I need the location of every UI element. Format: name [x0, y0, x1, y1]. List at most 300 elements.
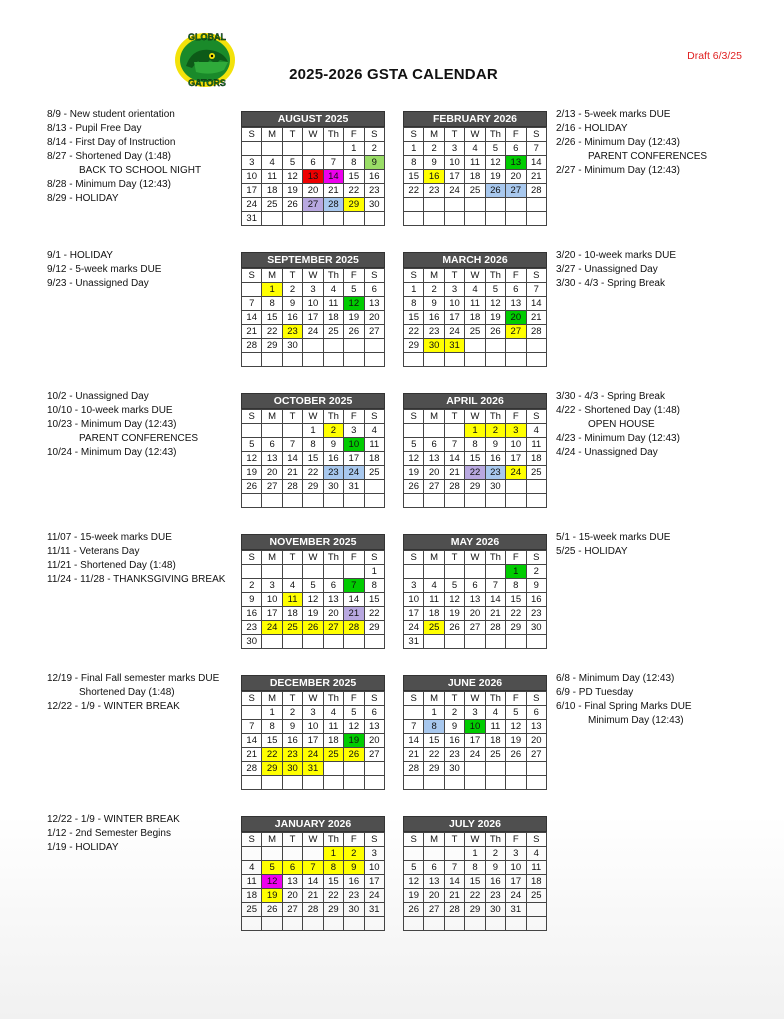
note-line: 3/20 - 10-week marks DUE	[556, 250, 677, 261]
day-cell: 16	[444, 734, 464, 748]
day-cell	[424, 212, 444, 226]
day-cell	[323, 917, 343, 931]
day-cell: 11	[526, 438, 546, 452]
day-cell: 7	[242, 297, 262, 311]
day-cell: 10	[262, 593, 282, 607]
day-cell: 27	[262, 480, 282, 494]
day-cell: 22	[465, 466, 485, 480]
day-cell: 13	[424, 875, 444, 889]
day-cell: 16	[282, 311, 302, 325]
day-cell	[282, 494, 302, 508]
month-grid	[403, 409, 547, 508]
day-cell: 4	[364, 424, 384, 438]
day-cell	[323, 762, 343, 776]
day-cell	[364, 635, 384, 649]
day-cell	[282, 776, 302, 790]
day-cell: 31	[344, 480, 364, 494]
day-cell: 21	[404, 748, 424, 762]
day-cell: 20	[323, 607, 343, 621]
day-cell: 27	[506, 184, 526, 198]
day-cell	[242, 917, 262, 931]
day-cell: 1	[323, 847, 343, 861]
day-cell	[526, 353, 546, 367]
day-cell	[444, 424, 464, 438]
day-cell: 17	[444, 311, 464, 325]
calendar-month	[403, 675, 547, 790]
day-cell: 22	[506, 607, 526, 621]
day-cell: 30	[282, 339, 302, 353]
day-cell: 27	[424, 903, 444, 917]
day-cell: 11	[242, 875, 262, 889]
day-cell: 3	[242, 156, 262, 170]
day-cell: 18	[364, 452, 384, 466]
day-cell	[424, 494, 444, 508]
day-cell	[303, 494, 323, 508]
day-cell: 1	[262, 283, 282, 297]
day-cell	[344, 494, 364, 508]
day-cell: 14	[242, 734, 262, 748]
day-cell: 19	[242, 466, 262, 480]
day-cell: 16	[485, 452, 505, 466]
day-cell: 30	[444, 762, 464, 776]
day-cell: 18	[242, 889, 262, 903]
day-cell: 20	[424, 889, 444, 903]
notes-left-5	[47, 672, 219, 714]
day-cell	[465, 339, 485, 353]
note-line: PARENT CONFERENCES	[588, 151, 708, 162]
note-line: 8/29 - HOLIDAY	[47, 193, 119, 204]
weekday-header: F	[344, 410, 364, 424]
day-cell: 6	[364, 706, 384, 720]
day-cell: 24	[506, 466, 526, 480]
day-cell: 6	[364, 283, 384, 297]
day-cell: 4	[323, 706, 343, 720]
day-cell: 4	[242, 861, 262, 875]
day-cell	[485, 776, 505, 790]
day-cell	[262, 847, 282, 861]
day-cell: 5	[485, 142, 505, 156]
month-grid	[403, 268, 547, 367]
day-cell: 17	[242, 184, 262, 198]
weekday-header: Th	[485, 410, 505, 424]
day-cell: 15	[404, 170, 424, 184]
day-cell: 10	[303, 297, 323, 311]
month-grid	[241, 409, 385, 508]
day-cell: 14	[323, 170, 343, 184]
day-cell: 20	[282, 889, 302, 903]
day-cell: 6	[303, 156, 323, 170]
day-cell	[303, 353, 323, 367]
weekday-header: M	[262, 833, 282, 847]
weekday-header: F	[344, 128, 364, 142]
day-cell	[404, 494, 424, 508]
day-cell	[242, 565, 262, 579]
notes-left-1	[47, 108, 201, 206]
day-cell: 11	[485, 720, 505, 734]
day-cell	[262, 494, 282, 508]
day-cell: 22	[465, 889, 485, 903]
weekday-header: M	[424, 833, 444, 847]
day-cell	[282, 847, 302, 861]
day-cell: 12	[404, 452, 424, 466]
day-cell: 26	[282, 198, 302, 212]
weekday-header: F	[344, 269, 364, 283]
weekday-header: S	[526, 692, 546, 706]
weekday-header: F	[506, 692, 526, 706]
day-cell: 1	[262, 706, 282, 720]
day-cell	[242, 847, 262, 861]
note-line: 8/9 - New student orientation	[47, 109, 175, 120]
day-cell	[424, 198, 444, 212]
day-cell: 4	[485, 706, 505, 720]
day-cell: 26	[404, 903, 424, 917]
day-cell: 18	[424, 607, 444, 621]
day-cell: 26	[404, 480, 424, 494]
day-cell	[282, 212, 302, 226]
day-cell: 8	[262, 720, 282, 734]
note-line: 10/24 - Minimum Day (12:43)	[47, 447, 177, 458]
note-line: 3/27 - Unassigned Day	[556, 264, 658, 275]
day-cell: 10	[303, 720, 323, 734]
day-cell: 12	[485, 297, 505, 311]
day-cell: 10	[444, 156, 464, 170]
day-cell: 3	[303, 706, 323, 720]
day-cell: 31	[404, 635, 424, 649]
day-cell: 14	[303, 875, 323, 889]
day-cell: 5	[444, 579, 464, 593]
day-cell: 31	[444, 339, 464, 353]
day-cell: 13	[364, 297, 384, 311]
day-cell	[282, 353, 302, 367]
day-cell: 25	[364, 466, 384, 480]
day-cell	[344, 339, 364, 353]
month-title: SEPTEMBER 2025	[241, 252, 385, 268]
day-cell: 25	[485, 748, 505, 762]
weekday-header: W	[465, 833, 485, 847]
notes-right-5	[556, 672, 692, 728]
notes-right-3	[556, 390, 680, 460]
weekday-header: W	[465, 692, 485, 706]
day-cell: 15	[262, 311, 282, 325]
note-line: Minimum Day (12:43)	[588, 715, 684, 726]
note-line: 8/27 - Shortened Day (1:48)	[47, 151, 171, 162]
day-cell	[485, 565, 505, 579]
weekday-header: F	[506, 269, 526, 283]
day-cell: 25	[323, 325, 343, 339]
day-cell: 7	[526, 142, 546, 156]
note-line: 6/10 - Final Spring Marks DUE	[556, 701, 692, 712]
day-cell	[303, 339, 323, 353]
day-cell	[323, 339, 343, 353]
note-line: 11/11 - Veterans Day	[47, 546, 140, 557]
day-cell: 6	[323, 579, 343, 593]
day-cell: 7	[444, 861, 464, 875]
note-line: 2/27 - Minimum Day (12:43)	[556, 165, 680, 176]
day-cell: 14	[485, 593, 505, 607]
day-cell	[444, 565, 464, 579]
day-cell: 12	[344, 720, 364, 734]
weekday-header: T	[444, 551, 464, 565]
day-cell	[506, 494, 526, 508]
day-cell: 29	[303, 480, 323, 494]
day-cell	[344, 635, 364, 649]
day-cell: 28	[282, 480, 302, 494]
month-title: MAY 2026	[403, 534, 547, 550]
day-cell: 7	[282, 438, 302, 452]
day-cell: 15	[424, 734, 444, 748]
calendar-month	[403, 816, 547, 931]
day-cell	[424, 565, 444, 579]
day-cell: 16	[364, 170, 384, 184]
day-cell: 15	[465, 875, 485, 889]
day-cell	[242, 283, 262, 297]
weekday-header: M	[262, 128, 282, 142]
day-cell: 24	[303, 748, 323, 762]
day-cell	[485, 762, 505, 776]
day-cell: 23	[282, 325, 302, 339]
calendar-month	[403, 393, 547, 508]
day-cell: 20	[364, 734, 384, 748]
weekday-header: S	[404, 410, 424, 424]
day-cell: 30	[242, 635, 262, 649]
day-cell	[424, 847, 444, 861]
weekday-header: S	[526, 833, 546, 847]
day-cell: 21	[242, 748, 262, 762]
weekday-header: W	[303, 551, 323, 565]
weekday-header: F	[344, 551, 364, 565]
day-cell	[526, 776, 546, 790]
day-cell: 9	[424, 156, 444, 170]
day-cell: 17	[444, 170, 464, 184]
day-cell: 4	[526, 847, 546, 861]
day-cell: 20	[506, 170, 526, 184]
day-cell: 13	[506, 156, 526, 170]
day-cell: 5	[303, 579, 323, 593]
day-cell: 14	[242, 311, 262, 325]
day-cell	[526, 917, 546, 931]
day-cell: 24	[303, 325, 323, 339]
day-cell: 17	[465, 734, 485, 748]
day-cell	[506, 635, 526, 649]
weekday-header: S	[404, 128, 424, 142]
day-cell: 2	[282, 706, 302, 720]
day-cell: 7	[404, 720, 424, 734]
day-cell: 18	[323, 734, 343, 748]
day-cell	[364, 762, 384, 776]
day-cell	[506, 762, 526, 776]
note-line: 6/8 - Minimum Day (12:43)	[556, 673, 675, 684]
day-cell: 8	[364, 579, 384, 593]
day-cell: 26	[506, 748, 526, 762]
weekday-header: F	[506, 410, 526, 424]
day-cell	[526, 212, 546, 226]
day-cell	[323, 635, 343, 649]
day-cell: 5	[242, 438, 262, 452]
day-cell	[242, 424, 262, 438]
day-cell	[444, 635, 464, 649]
month-grid	[241, 550, 385, 649]
day-cell	[465, 917, 485, 931]
day-cell: 13	[323, 593, 343, 607]
weekday-header: S	[364, 551, 384, 565]
day-cell: 5	[344, 706, 364, 720]
day-cell: 22	[404, 325, 424, 339]
day-cell	[465, 776, 485, 790]
day-cell: 14	[526, 297, 546, 311]
day-cell: 30	[282, 762, 302, 776]
day-cell	[485, 494, 505, 508]
day-cell	[465, 198, 485, 212]
day-cell: 29	[344, 198, 364, 212]
day-cell	[526, 198, 546, 212]
day-cell: 2	[323, 424, 343, 438]
day-cell: 11	[323, 297, 343, 311]
notes-left-4	[47, 531, 225, 587]
day-cell: 20	[262, 466, 282, 480]
day-cell: 29	[364, 621, 384, 635]
calendar-month	[241, 393, 385, 508]
day-cell: 28	[303, 903, 323, 917]
day-cell: 13	[364, 720, 384, 734]
day-cell: 23	[424, 184, 444, 198]
notes-right-1	[556, 108, 707, 178]
day-cell: 19	[404, 466, 424, 480]
day-cell: 1	[404, 142, 424, 156]
day-cell	[506, 917, 526, 931]
day-cell: 13	[424, 452, 444, 466]
draft-date: Draft 6/3/25	[687, 50, 742, 62]
day-cell: 10	[444, 297, 464, 311]
day-cell	[323, 776, 343, 790]
day-cell	[344, 917, 364, 931]
day-cell: 31	[506, 903, 526, 917]
note-line: 12/19 - Final Fall semester marks DUE	[47, 673, 220, 684]
day-cell: 22	[364, 607, 384, 621]
weekday-header: S	[404, 551, 424, 565]
weekday-header: M	[424, 128, 444, 142]
note-line: 11/24 - 11/28 - THANKSGIVING BREAK	[47, 574, 226, 585]
weekday-header: S	[242, 128, 262, 142]
day-cell	[303, 635, 323, 649]
day-cell: 21	[323, 184, 343, 198]
month-title: JUNE 2026	[403, 675, 547, 691]
weekday-header: M	[262, 692, 282, 706]
notes-right-2	[556, 249, 676, 291]
day-cell: 23	[424, 325, 444, 339]
day-cell: 29	[323, 903, 343, 917]
weekday-header: M	[424, 551, 444, 565]
day-cell: 23	[242, 621, 262, 635]
note-line: 6/9 - PD Tuesday	[556, 687, 634, 698]
weekday-header: S	[242, 833, 262, 847]
day-cell: 9	[485, 861, 505, 875]
day-cell: 23	[444, 748, 464, 762]
day-cell	[344, 565, 364, 579]
day-cell: 28	[323, 198, 343, 212]
day-cell: 7	[526, 283, 546, 297]
day-cell: 19	[404, 889, 424, 903]
day-cell	[344, 353, 364, 367]
day-cell: 19	[282, 184, 302, 198]
day-cell: 2	[424, 283, 444, 297]
note-line: 8/28 - Minimum Day (12:43)	[47, 179, 171, 190]
day-cell: 12	[506, 720, 526, 734]
day-cell: 3	[262, 579, 282, 593]
day-cell	[364, 353, 384, 367]
weekday-header: S	[242, 410, 262, 424]
day-cell: 14	[344, 593, 364, 607]
day-cell	[323, 353, 343, 367]
note-line: 2/13 - 5-week marks DUE	[556, 109, 671, 120]
day-cell: 16	[424, 311, 444, 325]
day-cell: 28	[526, 325, 546, 339]
calendar-month	[241, 816, 385, 931]
day-cell: 11	[465, 297, 485, 311]
day-cell	[444, 212, 464, 226]
day-cell: 3	[465, 706, 485, 720]
day-cell: 17	[262, 607, 282, 621]
day-cell: 2	[526, 565, 546, 579]
day-cell: 5	[485, 283, 505, 297]
day-cell: 29	[465, 903, 485, 917]
day-cell: 1	[424, 706, 444, 720]
day-cell: 29	[506, 621, 526, 635]
weekday-header: T	[282, 128, 302, 142]
day-cell	[242, 142, 262, 156]
day-cell: 4	[262, 156, 282, 170]
weekday-header: T	[444, 692, 464, 706]
day-cell	[323, 142, 343, 156]
weekday-header: Th	[323, 833, 343, 847]
day-cell: 25	[526, 889, 546, 903]
note-line: 3/30 - 4/3 - Spring Break	[556, 391, 665, 402]
day-cell: 8	[344, 156, 364, 170]
day-cell: 18	[262, 184, 282, 198]
day-cell: 19	[344, 734, 364, 748]
day-cell: 18	[526, 875, 546, 889]
day-cell: 4	[323, 283, 343, 297]
day-cell: 12	[344, 297, 364, 311]
day-cell: 29	[404, 339, 424, 353]
day-cell: 15	[506, 593, 526, 607]
day-cell: 15	[323, 875, 343, 889]
day-cell	[364, 212, 384, 226]
day-cell: 26	[344, 325, 364, 339]
weekday-header: S	[526, 410, 546, 424]
day-cell: 26	[242, 480, 262, 494]
note-line: 9/12 - 5-week marks DUE	[47, 264, 162, 275]
day-cell: 21	[344, 607, 364, 621]
day-cell: 1	[344, 142, 364, 156]
day-cell	[424, 776, 444, 790]
weekday-header: W	[465, 410, 485, 424]
day-cell: 6	[506, 142, 526, 156]
day-cell: 7	[303, 861, 323, 875]
day-cell	[506, 198, 526, 212]
day-cell	[303, 776, 323, 790]
day-cell	[364, 776, 384, 790]
day-cell	[506, 776, 526, 790]
weekday-header: F	[506, 833, 526, 847]
day-cell: 17	[404, 607, 424, 621]
day-cell	[262, 917, 282, 931]
day-cell	[465, 212, 485, 226]
day-cell: 24	[404, 621, 424, 635]
day-cell: 9	[282, 720, 302, 734]
calendar-month	[403, 534, 547, 649]
weekday-header: T	[444, 128, 464, 142]
weekday-header: S	[404, 833, 424, 847]
